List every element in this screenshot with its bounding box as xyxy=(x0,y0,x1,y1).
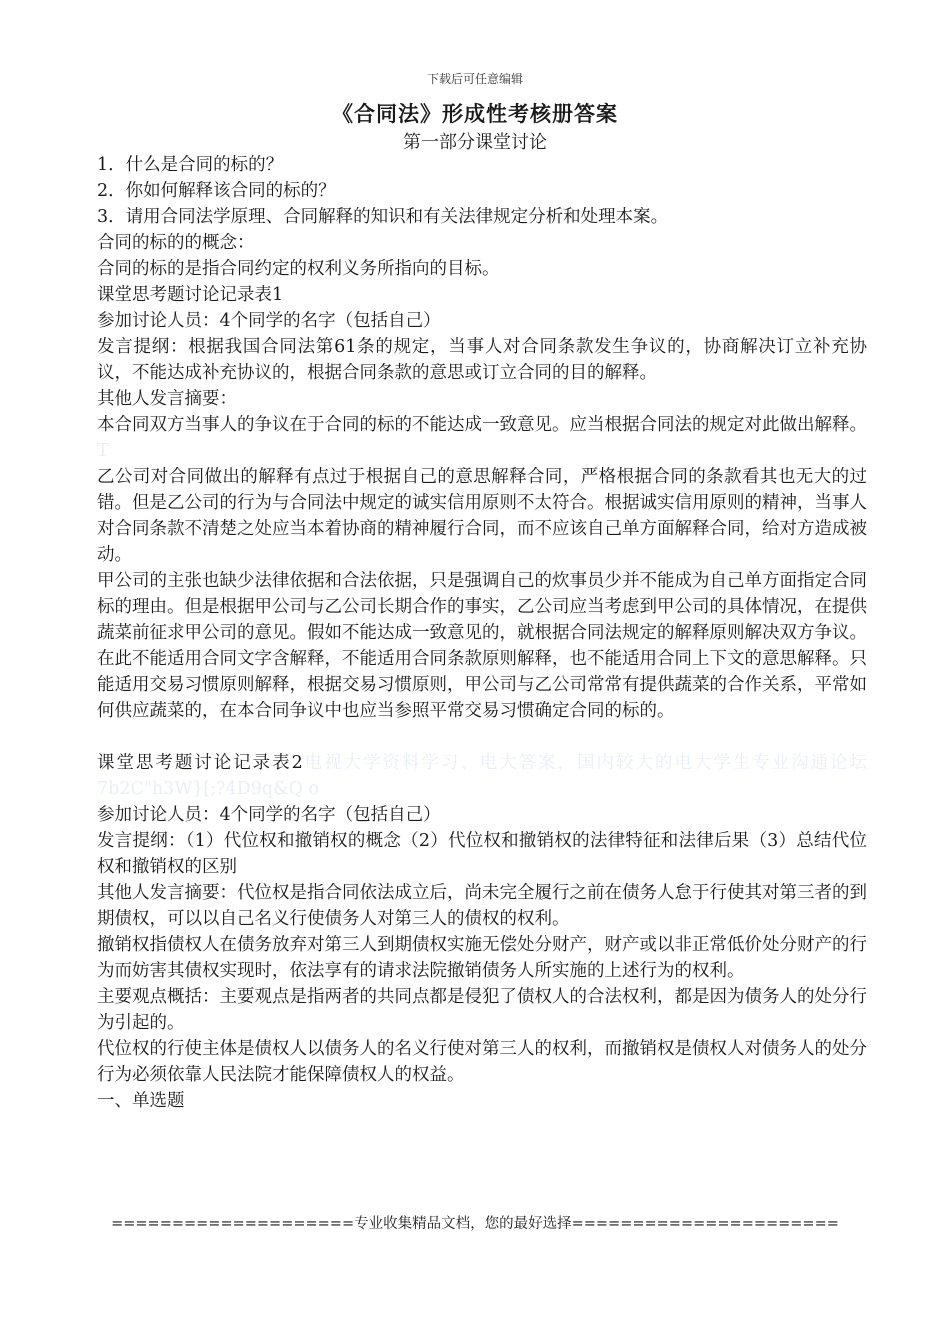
header-note: 下载后可任意编辑 xyxy=(426,72,523,86)
question-1: 1．什么是合同的标的？ xyxy=(97,155,284,175)
revocation-definition: 撤销权指债权人在债务放弃对第三人到期债权实施无偿处分财产，财产或以非正常低价处分财产的行为而妨害其债权实现时，依法享有的请求法院撤销债务人所实施的上述行为的权利。 xyxy=(97,935,867,981)
others-summary-heading: 其他人发言摘要： xyxy=(97,389,237,409)
section-heading-single-choice: 一、单选题 xyxy=(97,1091,185,1111)
record-table-2-heading xyxy=(97,750,867,802)
watermark-text: T xyxy=(97,441,109,461)
comparison-paragraph: 代位权的行使主体是债权人以债务人的名义行使对第三人的权利，而撤销权是债权人对债务人的处分行为必须依靠人民法院才能保障债权人的权益。 xyxy=(97,1039,867,1085)
watermark-text: 电视大学资料学习、电大答案，国内较大的电大学生专业沟通论坛 7b2C"h3W}[;?4D9q&Q o xyxy=(97,753,867,799)
footer-banner: ====================专业收集精品文档，您的最好选择====================== xyxy=(111,1216,839,1232)
concept-heading: 合同的标的的概念： xyxy=(97,233,255,253)
outline-2: 发言提纲：（1）代位权和撤销权的概念（2）代位权和撤销权的法律特征和法律后果（3）总结代位权和撤销权的区别 xyxy=(97,831,867,877)
body-paragraph-text: 本合同双方当事人的争议在于合同的标的不能达成一致意见。应当根据合同法的规定对此做出解释。 xyxy=(97,415,867,435)
body-paragraph: 乙公司对合同做出的解释有点过于根据自己的意思解释合同，严格根据合同的条款看其也无大的过错。但是乙公司的行为与合同法中规定的诚实信用原则不太符合。根据诚实信用原则的精神，当事人对合同条款不清楚之处应当本着协商的精神履行合同，而不应该自己单方面解释合同，给对方造成被动。 xyxy=(97,467,867,565)
subrogation-definition: 其他人发言摘要：代位权是指合同依法成立后，尚未完全履行之前在债务人怠于行使其对第三者的到期债权，可以以自己名义行使债务人对第三人的债权的权利。 xyxy=(97,883,867,929)
blank-line xyxy=(97,724,867,750)
document-subtitle: 第一部分课堂讨论 xyxy=(403,132,547,153)
record-table-1-heading: 课堂思考题讨论记录表1 xyxy=(97,285,284,305)
participants-1: 参加讨论人员：4个同学的名字（包括自己） xyxy=(97,311,441,331)
document-body xyxy=(97,152,867,1114)
outline-1: 发言提纲：根据我国合同法第61条的规定，当事人对合同条款发生争议的，协商解决订立补充协议，不能达成补充协议的，根据合同条款的意思或订立合同的目的解释。 xyxy=(97,337,867,383)
record-table-2-title: 课堂思考题讨论记录表2 xyxy=(97,753,303,773)
participants-2: 参加讨论人员：4个同学的名字（包括自己） xyxy=(97,805,441,825)
document-title: 《合同法》形成性考核册答案 xyxy=(332,101,618,126)
question-3: 3．请用合同法学原理、合同解释的知识和有关法律规定分析和处理本案。 xyxy=(97,207,669,227)
question-2: 2．你如何解释该合同的标的？ xyxy=(97,181,336,201)
body-paragraph xyxy=(97,412,867,464)
body-paragraph: 甲公司的主张也缺少法律依据和合法依据，只是强调自己的炊事员少并不能成为自己单方面指定合同标的理由。但是根据甲公司与乙公司长期合作的事实，乙公司应当考虑到甲公司的具体情况，在提供蔬菜前征求甲公司的意见。假如不能达成一致意见的，就根据合同法规定的解释原则解决双方争议。在此不能适用合同文字含解释，不能适用合同条款原则解释，也不能适用合同上下文的意思解释。只能适用交易习惯原则解释，根据交易习惯原则，甲公司与乙公司常常有提供蔬菜的合作关系，平常如何供应蔬菜的，在本合同争议中也应当参照平常交易习惯确定合同的标的。 xyxy=(97,571,867,721)
concept-definition: 合同的标的是指合同约定的权利义务所指向的目标。 xyxy=(97,259,500,279)
main-points-summary: 主要观点概括：主要观点是指两者的共同点都是侵犯了债权人的合法权利，都是因为债务人的处分行为引起的。 xyxy=(97,987,867,1033)
